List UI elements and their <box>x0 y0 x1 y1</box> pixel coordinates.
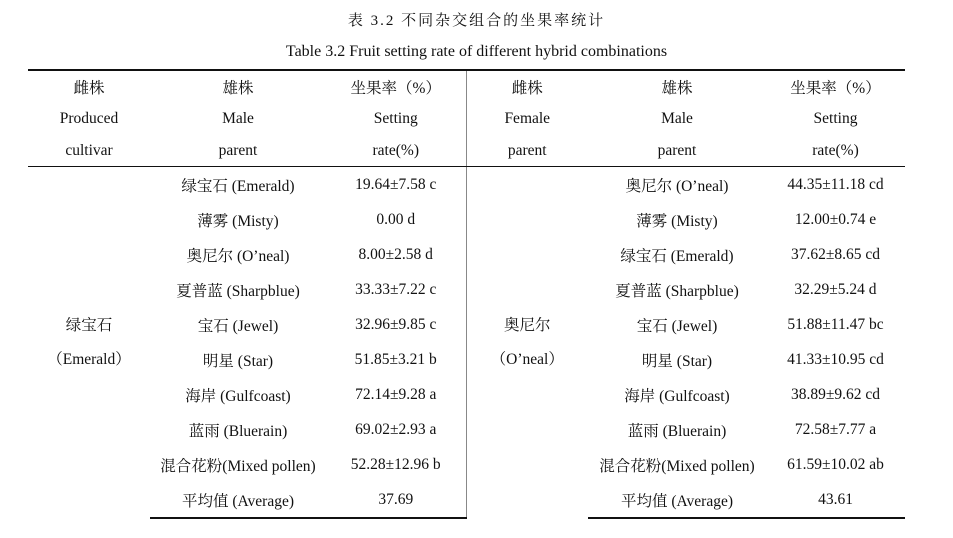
right-male-cell: 混合花粉(Mixed pollen) <box>599 457 755 475</box>
left-rate-cell: 51.85±3.21 b <box>326 342 466 377</box>
table-caption-chinese: 表 3.2 不同杂交组合的坐果率统计 <box>347 13 606 29</box>
left-male-cell: 奥尼尔 (O’neal) <box>186 247 290 265</box>
right-male-cell: 奥尼尔 (O’neal) <box>625 177 729 195</box>
right-male-cell: 明星 (Star) <box>641 352 713 370</box>
header-row-2 <box>28 103 905 135</box>
right-rate-cell: 12.00±0.74 e <box>794 210 877 228</box>
left-rate-cell: 72.14±9.28 a <box>326 377 466 412</box>
header-left-male: 雄株 <box>150 70 326 103</box>
right-male-cell: 薄雾 (Misty) <box>636 212 718 230</box>
header-left-male: Male <box>222 110 254 127</box>
header-right-female: parent <box>466 135 588 167</box>
right-male-cell: 宝石 (Jewel) <box>636 317 718 335</box>
header-left-female: 雌株 <box>28 70 150 103</box>
header-right-female: Female <box>504 110 551 127</box>
header-row-3 <box>28 135 905 167</box>
right-rate-cell: 72.58±7.77 a <box>794 420 877 438</box>
right-rate-cell: 32.29±5.24 d <box>794 280 877 298</box>
left-female-name-zh: 绿宝石 <box>65 316 113 334</box>
right-rate-cell: 37.62±8.65 cd <box>790 245 880 263</box>
left-rate-cell: 19.64±7.58 c <box>326 167 466 203</box>
table-header <box>28 70 905 167</box>
left-male-cell: 宝石 (Jewel) <box>197 317 279 335</box>
left-male-cell: 薄雾 (Misty) <box>197 212 279 230</box>
left-male-cell: 海岸 (Gulfcoast) <box>185 387 291 405</box>
left-female-group <box>28 167 150 519</box>
left-male-cell: 混合花粉(Mixed pollen) <box>160 457 316 475</box>
left-male-cell: 明星 (Star) <box>202 352 274 370</box>
left-rate-cell: 8.00±2.58 d <box>326 237 466 272</box>
header-right-rate: Setting <box>813 110 858 127</box>
left-rate-cell: 52.28±12.96 b <box>326 447 466 482</box>
right-male-cell: 绿宝石 (Emerald) <box>620 247 734 265</box>
header-left-rate: rate(%) <box>326 135 466 167</box>
right-rate-cell: 44.35±11.18 cd <box>787 175 884 193</box>
header-left-female: Produced <box>59 110 119 127</box>
header-right-male: parent <box>588 135 766 167</box>
right-rate-cell: 51.88±11.47 bc <box>787 315 884 333</box>
left-rate-cell: 37.69 <box>326 482 466 518</box>
left-male-cell: 夏普蓝 (Sharpblue) <box>176 282 300 300</box>
header-right-female: 雌株 <box>466 70 588 103</box>
left-rate-cell: 33.33±7.22 c <box>326 272 466 307</box>
right-female-group <box>466 167 588 519</box>
left-rate-cell: 32.96±9.85 c <box>326 307 466 342</box>
fruit-setting-table <box>28 69 905 519</box>
table-row <box>28 167 905 203</box>
right-rate-cell: 41.33±10.95 cd <box>787 350 884 368</box>
left-male-cell: 蓝雨 (Bluerain) <box>188 422 288 440</box>
header-left-male: parent <box>150 135 326 167</box>
header-right-rate: rate(%) <box>766 135 905 167</box>
right-male-cell: 海岸 (Gulfcoast) <box>624 387 730 405</box>
header-right-rate: 坐果率（%） <box>766 70 905 103</box>
header-row-1 <box>28 70 905 103</box>
header-right-male: 雄株 <box>588 70 766 103</box>
right-male-cell: 夏普蓝 (Sharpblue) <box>615 282 739 300</box>
table-body <box>28 167 905 519</box>
right-female-name-zh: 奥尼尔 <box>503 316 551 334</box>
table-caption-english: Table 3.2 Fruit setting rate of different hybrid combinations <box>285 43 668 60</box>
right-male-cell: 平均值 (Average) <box>588 482 766 518</box>
right-rate-cell: 43.61 <box>766 482 905 518</box>
left-rate-cell: 69.02±2.93 a <box>326 412 466 447</box>
header-left-rate: 坐果率（%） <box>326 70 466 103</box>
header-left-rate: Setting <box>326 103 466 135</box>
header-right-male: Male <box>661 110 693 127</box>
right-rate-cell: 61.59±10.02 ab <box>787 455 884 473</box>
left-male-cell: 平均值 (Average) <box>150 482 326 518</box>
header-left-female: cultivar <box>28 135 150 167</box>
right-male-cell: 蓝雨 (Bluerain) <box>627 422 727 440</box>
left-female-name-en: （Emerald） <box>47 350 131 368</box>
right-rate-cell: 38.89±9.62 cd <box>790 385 880 403</box>
left-rate-cell: 0.00 d <box>326 202 466 237</box>
right-female-name-en: （O’neal） <box>490 350 564 368</box>
left-male-cell: 绿宝石 (Emerald) <box>181 177 295 195</box>
